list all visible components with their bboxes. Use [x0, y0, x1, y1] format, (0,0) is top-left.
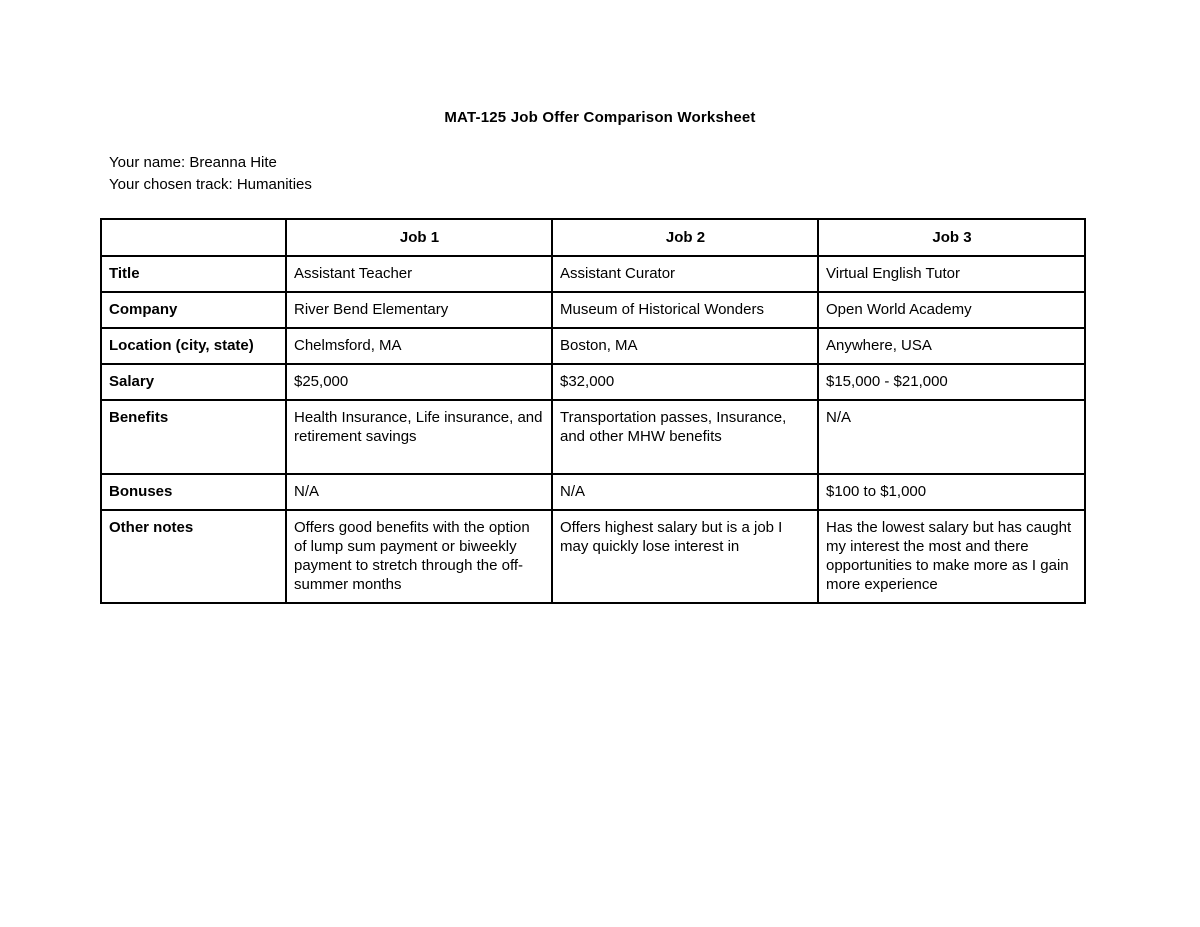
table-cell: Anywhere, USA: [818, 328, 1085, 364]
row-label: Title: [101, 256, 286, 292]
header-job-3: Job 3: [818, 219, 1085, 256]
table-cell: $32,000: [552, 364, 818, 400]
table-cell: N/A: [552, 474, 818, 510]
table-cell: $15,000 - $21,000: [818, 364, 1085, 400]
table-cell: Museum of Historical Wonders: [552, 292, 818, 328]
table-cell: Has the lowest salary but has caught my interest the most and there opportunities to make more as I gain more experience: [818, 510, 1085, 603]
table-cell: Offers highest salary but is a job I may quickly lose interest in: [552, 510, 818, 603]
table-cell: River Bend Elementary: [286, 292, 552, 328]
table-cell: Assistant Teacher: [286, 256, 552, 292]
header-job-2: Job 2: [552, 219, 818, 256]
table-row-bonuses: [101, 474, 1085, 510]
table-row-location: [101, 328, 1085, 364]
table-row-other-notes: [101, 510, 1085, 603]
row-label: Other notes: [101, 510, 286, 603]
chosen-track: Your chosen track: Humanities: [109, 176, 312, 193]
job-comparison-table: [100, 218, 1086, 604]
row-label: Location (city, state): [101, 328, 286, 364]
student-name: Your name: Breanna Hite: [109, 154, 277, 171]
row-label: Salary: [101, 364, 286, 400]
table-cell: Chelmsford, MA: [286, 328, 552, 364]
row-label: Benefits: [101, 400, 286, 474]
table-cell: Assistant Curator: [552, 256, 818, 292]
table-cell: $25,000: [286, 364, 552, 400]
table-cell: N/A: [818, 400, 1085, 474]
table-cell: Health Insurance, Life insurance, and retirement savings: [286, 400, 552, 474]
table-row-company: [101, 292, 1085, 328]
header-corner-cell: [101, 219, 286, 256]
table-cell: Virtual English Tutor: [818, 256, 1085, 292]
row-label: Company: [101, 292, 286, 328]
page-title: MAT-125 Job Offer Comparison Worksheet: [444, 109, 756, 126]
row-label: Bonuses: [101, 474, 286, 510]
table-cell: N/A: [286, 474, 552, 510]
table-cell: Open World Academy: [818, 292, 1085, 328]
table-cell: Boston, MA: [552, 328, 818, 364]
table-cell: Transportation passes, Insurance, and other MHW benefits: [552, 400, 818, 474]
table-row-benefits: [101, 400, 1085, 474]
table-cell: $100 to $1,000: [818, 474, 1085, 510]
table-row-title: [101, 256, 1085, 292]
table-cell: Offers good benefits with the option of lump sum payment or biweekly payment to stretch through the off-summer months: [286, 510, 552, 603]
table-row-salary: [101, 364, 1085, 400]
table-header-row: [101, 219, 1085, 256]
header-job-1: Job 1: [286, 219, 552, 256]
